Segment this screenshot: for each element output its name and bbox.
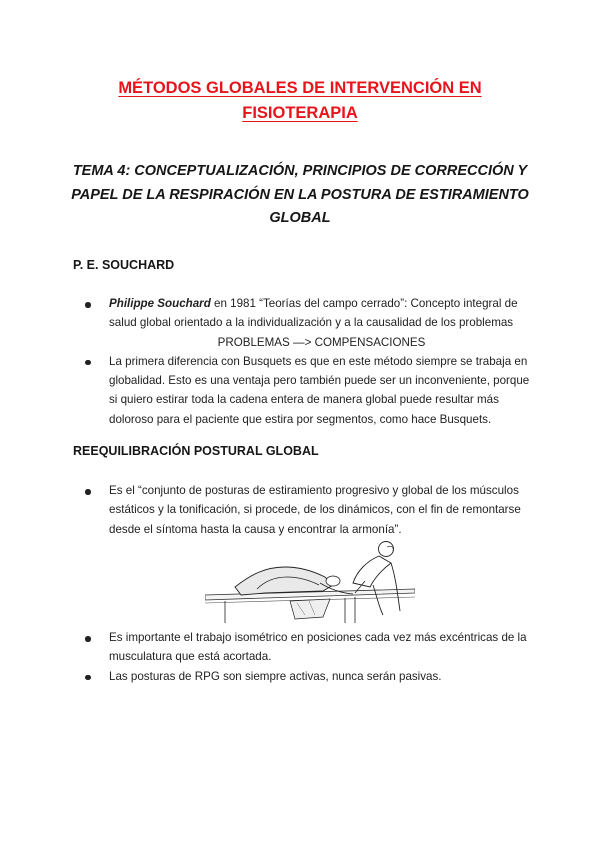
- problems-compensations-line: PROBLEMAS —> COMPENSACIONES: [217, 335, 426, 349]
- author-name: Philippe Souchard: [109, 297, 211, 310]
- bullet-dot-icon: [85, 636, 91, 642]
- section-heading-rpg: REEQUILIBRACIÓN POSTURAL GLOBAL: [73, 444, 319, 458]
- bullet-text: La primera diferencia con Busquets es que en este método siempre se trabaja en globalidad. Esto es una ventaja pero también puede ser un inconveniente, porque si quiero estirar toda la cadena entera de manera global puede resultar más doloroso para el paciente que estira por segmentos, como hace Busquets.: [109, 354, 530, 426]
- list-item: [84, 352, 534, 429]
- document-subtitle: TEMA 4: CONCEPTUALIZACIÓN, PRINCIPIOS DE CORRECCIÓN Y PAPEL DE LA RESPIRACIÓN EN LA POSTURA DE ESTIRAMIENTO GLOBAL: [71, 163, 529, 226]
- document-title: [60, 76, 540, 126]
- bullet-dot-icon: [85, 489, 91, 495]
- bullet-text: Las posturas de RPG son siempre activas, nunca serán pasivas.: [109, 669, 442, 683]
- list-item: [84, 294, 534, 352]
- bullet-dot-icon: [85, 675, 91, 681]
- title-line-1: MÉTODOS GLOBALES DE INTERVENCIÓN EN: [118, 79, 482, 97]
- list-item: [84, 667, 534, 686]
- rpg-posture-illustration: [205, 537, 415, 625]
- bullet-text: Es el “conjunto de posturas de estiramiento progresivo y global de los músculos estáticos y la tonificación, si procede, de los dinámicos, con el fin de remontarse desde el síntoma hasta la causa y encontrar la armonía”.: [109, 484, 521, 536]
- bullet-dot-icon: [85, 302, 91, 308]
- bullet-text: Es importante el trabajo isométrico en posiciones cada vez más excéntricas de la musculatura que está acortada.: [109, 631, 527, 664]
- section-heading-souchard: P. E. SOUCHARD: [73, 258, 175, 272]
- bullet-list-rpg: [84, 481, 534, 539]
- bullet-dot-icon: [85, 360, 91, 366]
- bullet-list-souchard: [84, 294, 534, 429]
- title-line-2: FISIOTERAPIA: [242, 104, 358, 122]
- list-item: [84, 481, 534, 539]
- bullet-text: en 1981 “Teorías del campo cerrado”: Concepto integral de salud global orientado a la individualización y a la causalidad de los problemas: [109, 297, 518, 330]
- bullet-list-rpg-continued: [84, 628, 534, 686]
- list-item: [84, 628, 534, 667]
